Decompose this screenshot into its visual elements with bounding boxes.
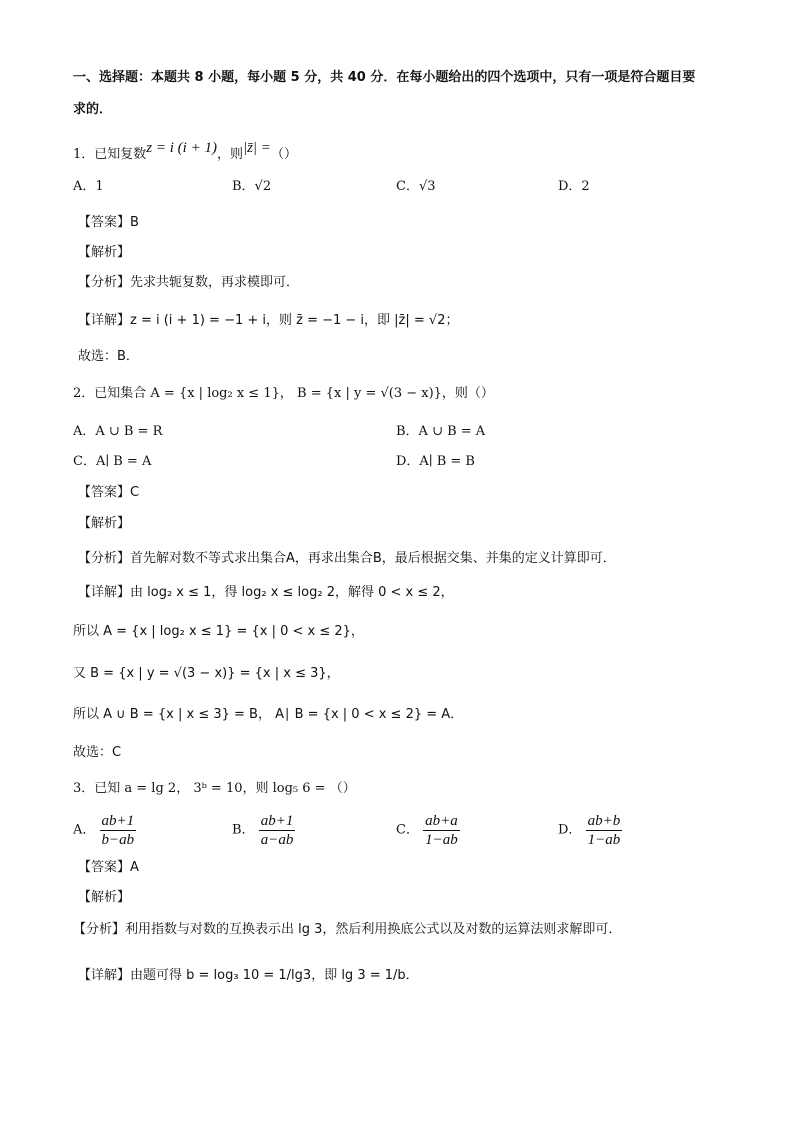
q3-option-b-numerator: ab+1	[260, 813, 294, 829]
q3-option-c-fraction	[423, 812, 460, 849]
q2-analysis-title: 【解析】	[78, 516, 131, 531]
q3-option-b-label: B．	[232, 822, 255, 838]
q3-stem: 3．已知 a = lg 2， 3ᵇ = 10，则 log₅ 6 = （）	[73, 781, 356, 796]
q1-analysis-title: 【解析】	[78, 245, 131, 260]
q3-option-a-numerator: ab+1	[101, 813, 135, 829]
q2-analysis: 【分析】首先解对数不等式求出集合A，再求出集合B，最后根据交集、并集的定义计算即可．	[78, 551, 616, 566]
q2-option-a: A．A ∪ B = R	[73, 424, 163, 439]
q3-option-d-label: D．	[558, 822, 582, 838]
q1-answer: 【答案】B	[78, 215, 139, 230]
q3-option-a-denominator: b−ab	[101, 832, 135, 848]
q3-option-b	[232, 812, 295, 849]
q2-option-c: C．A∣ B = A	[73, 454, 152, 469]
q3-option-c-denominator: 1−ab	[425, 832, 458, 848]
q3-option-b-denominator: a−ab	[260, 832, 294, 848]
q3-option-a-fraction	[100, 812, 137, 849]
q2-detail-1: 【详解】由 log₂ x ≤ 1，得 log₂ x ≤ log₂ 2，解得 0 < x ≤ 2，	[78, 585, 454, 600]
q3-option-c-label: C．	[396, 822, 419, 838]
q3-analysis: 【分析】利用指数与对数的互换表示出 lg 3，然后利用换底公式以及对数的运算法则求解即可．	[73, 922, 622, 937]
q1-option-c: C．√3	[396, 179, 436, 194]
q1-stem-math2: |z̄| =	[242, 140, 271, 156]
q2-option-d: D．A∣ B = B	[396, 454, 475, 469]
q1-stem	[73, 138, 297, 165]
section-heading-line-2: 求的．	[73, 102, 113, 117]
q3-option-d-numerator: ab+b	[587, 813, 621, 829]
q1-stem-mid: ，则	[216, 147, 243, 162]
q1-detail: 【详解】z = i (i + 1) = −1 + i，则 z̄ = −1 − i，即 |z̄| = √2；	[78, 313, 459, 328]
section-heading-line-1: 一、选择题：本题共 8 小题，每小题 5 分，共 40 分．在每小题给出的四个选项中，只有一项是符合题目要	[73, 70, 696, 85]
q1-option-d: D．2	[558, 179, 590, 194]
q1-option-b: B．√2	[232, 179, 272, 194]
q1-analysis: 【分析】先求共轭复数，再求模即可．	[78, 275, 300, 290]
q1-stem-prefix: 1．已知复数	[73, 147, 147, 162]
q3-detail: 【详解】由题可得 b = log₃ 10 = 1/lg3，即 lg 3 = 1/b．	[78, 968, 419, 983]
q2-detail-2: 所以 A = {x | log₂ x ≤ 1} = {x | 0 < x ≤ 2}，	[73, 624, 364, 639]
q1-choice: 故选：B．	[78, 349, 139, 364]
q3-option-a	[73, 812, 136, 849]
q3-option-c	[396, 812, 460, 849]
q2-stem: 2．已知集合 A = {x | log₂ x ≤ 1}， B = {x | y = √(3 − x)}，则（）	[73, 386, 494, 401]
q1-stem-math: z = i (i + 1)	[146, 140, 217, 156]
q3-option-b-fraction	[259, 812, 296, 849]
q2-answer: 【答案】C	[78, 485, 140, 500]
q2-option-b: B．A ∪ B = A	[396, 424, 486, 439]
q2-detail-3: 又 B = {x | y = √(3 − x)} = {x | x ≤ 3}，	[73, 666, 340, 681]
q3-analysis-title: 【解析】	[78, 890, 131, 905]
q3-option-a-label: A．	[73, 822, 96, 838]
q3-option-d-denominator: 1−ab	[587, 832, 621, 848]
q3-option-d-fraction	[586, 812, 623, 849]
q1-option-a: A．1	[73, 179, 104, 194]
q3-option-c-numerator: ab+a	[425, 813, 458, 829]
q3-answer: 【答案】A	[78, 860, 139, 875]
q2-choice: 故选：C	[73, 745, 122, 760]
q3-option-d	[558, 812, 622, 849]
q2-detail-4: 所以 A ∪ B = {x | x ≤ 3} = B， A∣ B = {x | 0 < x ≤ 2} = A．	[73, 707, 464, 722]
q1-stem-suffix: （）	[270, 147, 297, 162]
